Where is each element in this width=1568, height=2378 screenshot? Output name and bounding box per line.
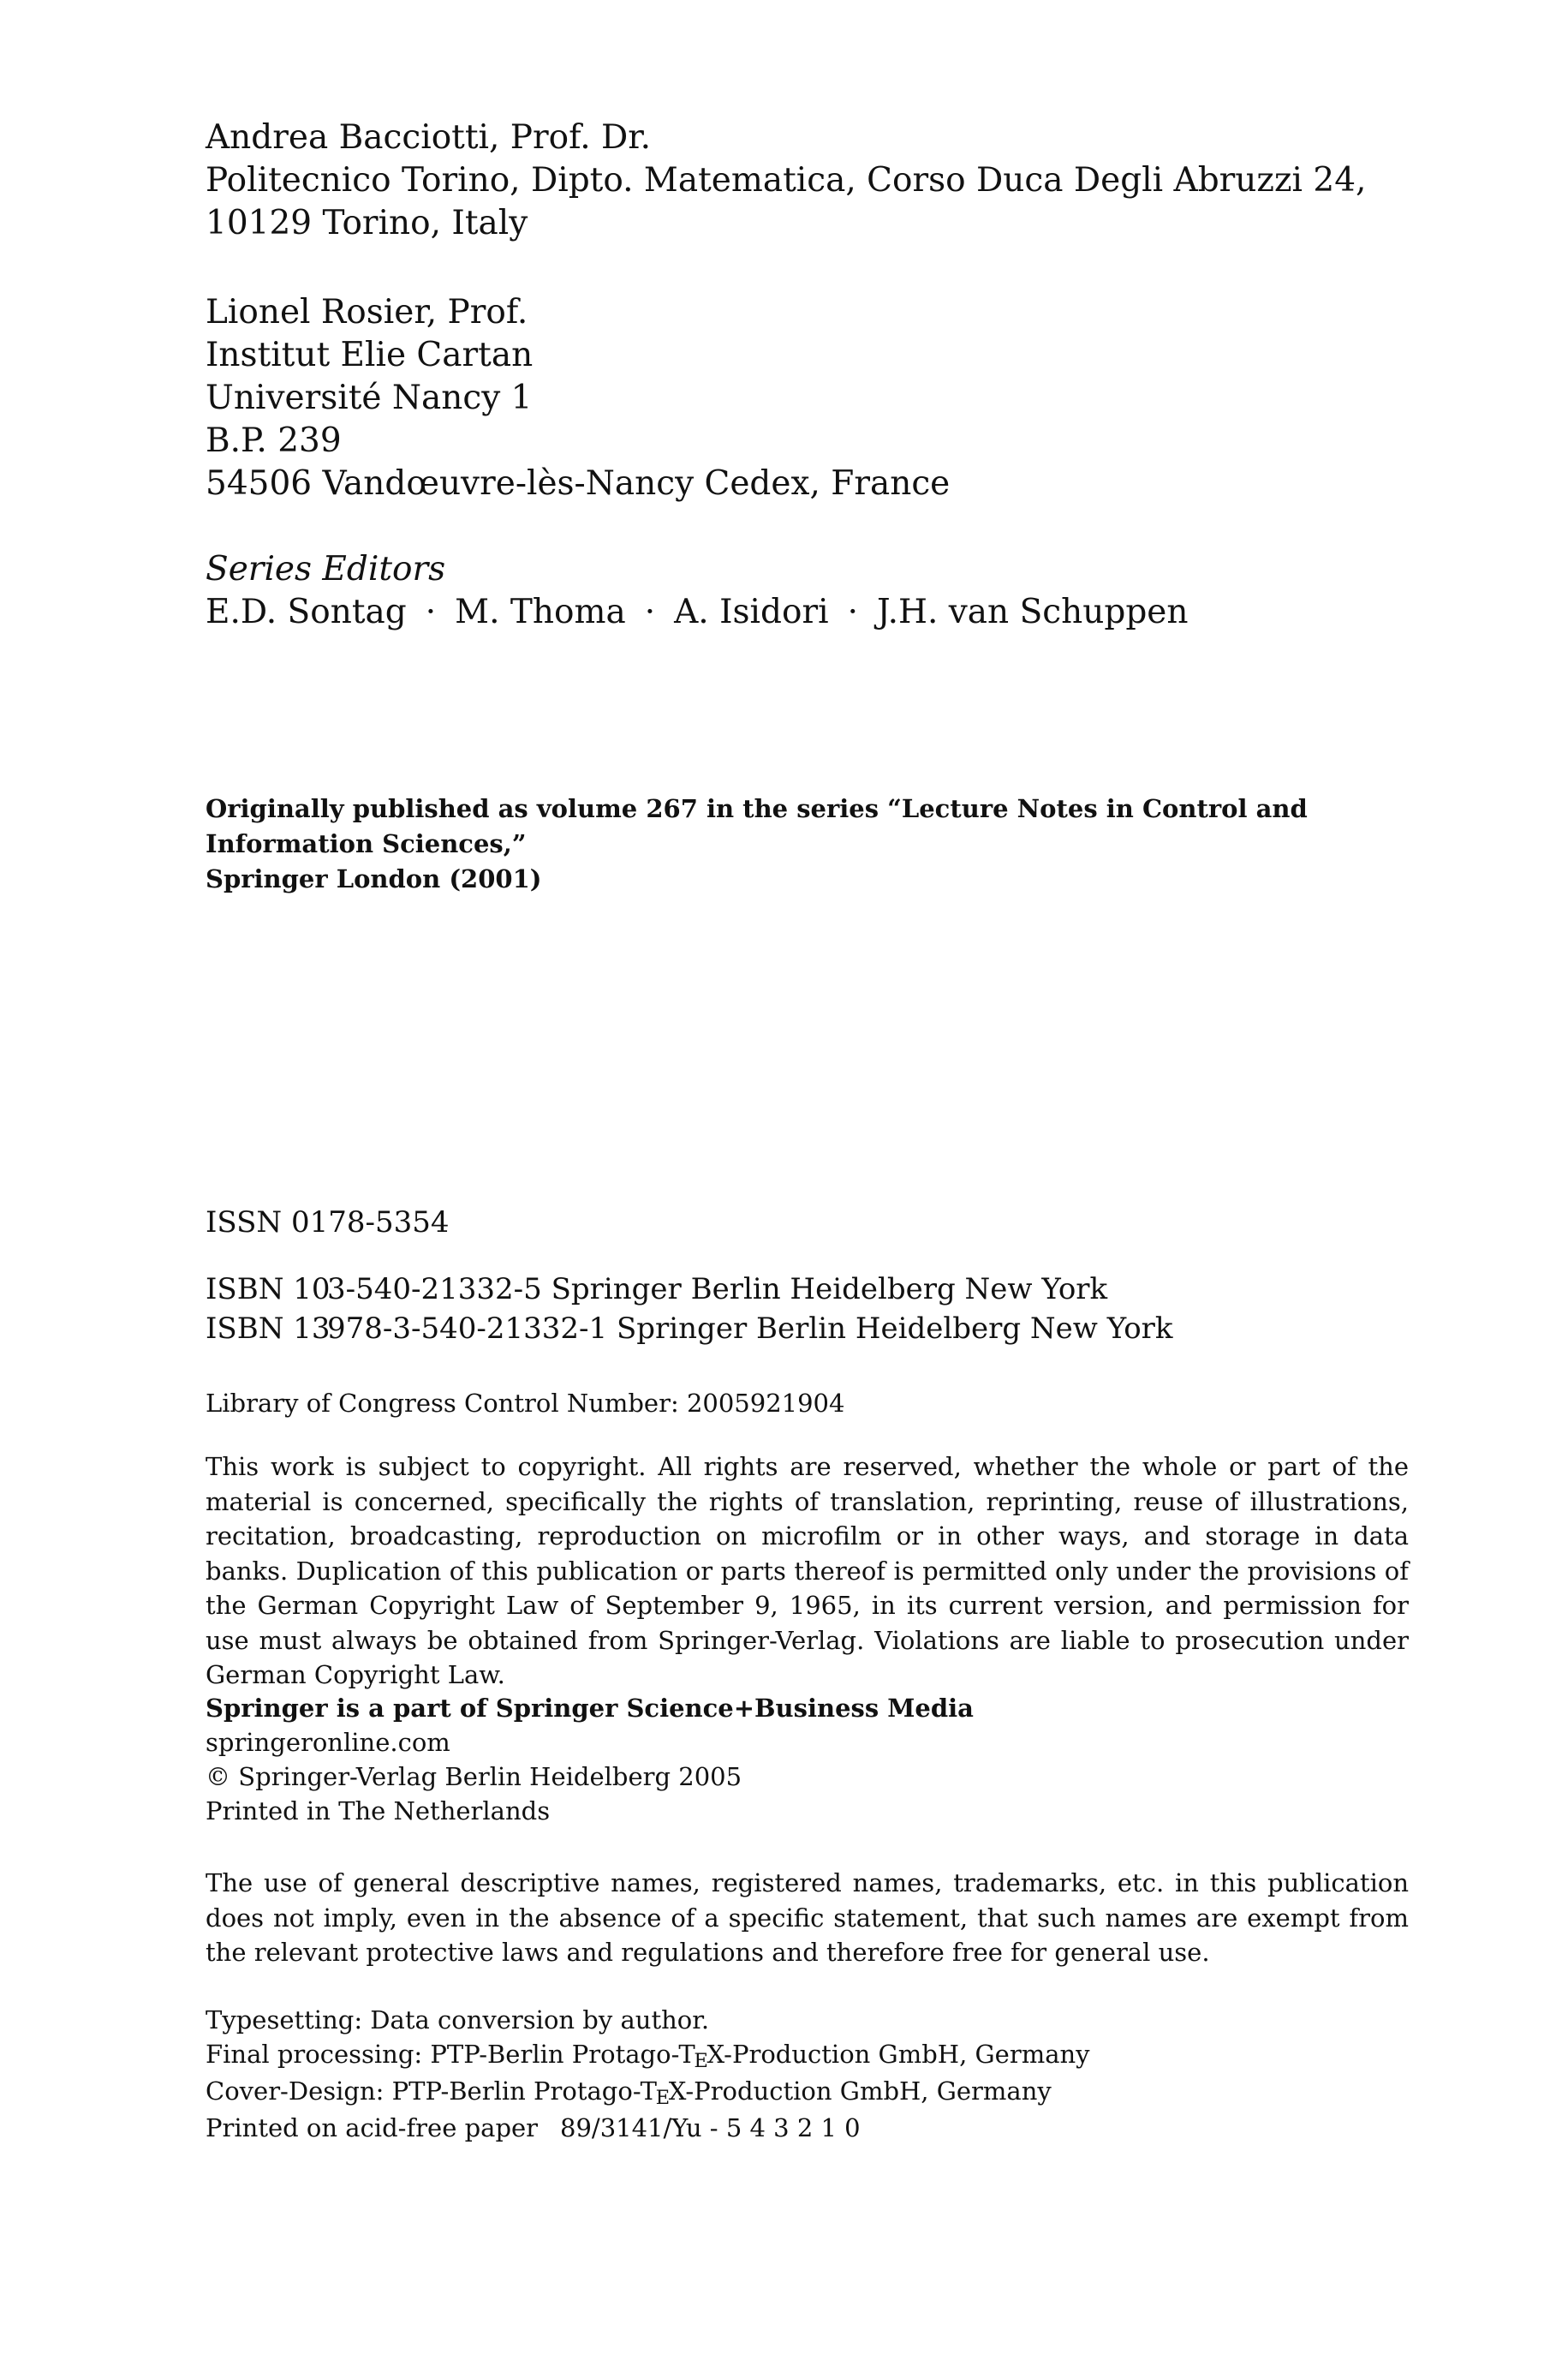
- author2-line2: Université Nancy 1: [206, 379, 533, 417]
- author2-line4: 54506 Vandœuvre-lès-Nancy Cedex, France: [206, 464, 951, 503]
- author1-block: [206, 117, 1366, 245]
- isbn10: [206, 1270, 1173, 1309]
- isbn13-value: 978-3-540-21332-1 Springer Berlin Heidelberg New York: [327, 1311, 1173, 1346]
- issn: ISSN 0178-5354: [206, 1205, 450, 1240]
- final-processing-prefix: Final processing: PTP-Berlin Protago-T: [206, 2040, 695, 2069]
- editor-separator: ·: [425, 593, 437, 631]
- original-publication-note: [206, 792, 1404, 897]
- author2-line1: Institut Elie Cartan: [206, 336, 534, 374]
- series-editors-list: [206, 591, 1189, 634]
- author2-block: [206, 291, 950, 505]
- isbn10-label: ISBN 10: [206, 1272, 331, 1306]
- publisher-statement: Springer is a part of Springer Science+Business Media: [206, 1694, 974, 1723]
- copyright-line: © Springer-Verlag Berlin Heidelberg 2005: [206, 1762, 742, 1791]
- printed-in: Printed in The Netherlands: [206, 1796, 551, 1825]
- library-of-congress-number: Library of Congress Control Number: 2005921904: [206, 1389, 845, 1418]
- paper-line: [206, 2111, 1090, 2145]
- series-editors-block: [206, 548, 1189, 634]
- author2-line3: B.P. 239: [206, 421, 342, 460]
- tex-logo-e: E: [694, 2049, 708, 2072]
- final-processing-suffix: X-Production GmbH, Germany: [706, 2040, 1090, 2069]
- typesetting-line: Typesetting: Data conversion by author.: [206, 2005, 710, 2034]
- editor-name: M. Thoma: [455, 593, 626, 631]
- copyright-notice: This work is subject to copyright. All rights are reserved, whether the whole or part of the material is concerned, specifically the rights of translation, reprinting, reuse of illustrations, recitation, broadcasting, reproduction on microfilm or in other ways, and storage in data banks. Duplication of this publication or parts thereof is permitted only under the provisions of the German Copyright Law of September 9, 1965, in its current version, and permission for use must always be obtained from Springer-Verlag. Violations are liable to prosecution under German Copyright Law.: [206, 1452, 1409, 1689]
- editor-separator: ·: [644, 593, 656, 631]
- publisher-block: [206, 1691, 974, 1828]
- author2-name: Lionel Rosier, Prof.: [206, 293, 528, 332]
- publisher-website: springeronline.com: [206, 1728, 450, 1757]
- author1-name: Andrea Bacciotti, Prof. Dr.: [206, 118, 652, 157]
- isbn13-label: ISBN 13: [206, 1311, 331, 1346]
- print-code: 89/3141/Yu - 5 4 3 2 1 0: [560, 2113, 861, 2142]
- editor-name: E.D. Sontag: [206, 593, 407, 631]
- series-editors-heading: Series Editors: [206, 550, 446, 589]
- original-publication-line1: Originally published as volume 267 in the series “Lecture Notes in Control and Information Sciences,”: [206, 794, 1308, 858]
- tex-logo-e: E: [655, 2086, 671, 2109]
- original-publication-line2: Springer London (2001): [206, 864, 542, 893]
- editor-separator: ·: [847, 593, 858, 631]
- author1-address-line1: Politecnico Torino, Dipto. Matematica, Corso Duca Degli Abruzzi 24,: [206, 161, 1367, 200]
- cover-design-suffix: X-Production GmbH, Germany: [668, 2076, 1052, 2106]
- cover-design-prefix: Cover-Design: PTP-Berlin Protago-T: [206, 2076, 657, 2106]
- isbn13: [206, 1309, 1173, 1348]
- editor-name: A. Isidori: [674, 593, 829, 631]
- isbn-block: [206, 1270, 1173, 1348]
- cover-design-line: [206, 2074, 1090, 2111]
- isbn10-value: 3-540-21332-5 Springer Berlin Heidelberg New York: [327, 1272, 1108, 1306]
- editor-name: J.H. van Schuppen: [876, 593, 1189, 631]
- trademark-notice: The use of general descriptive names, registered names, trademarks, etc. in this publication does not imply, even in the absence of a specific statement, that such names are exempt from the relevant protective laws and regulations and therefore free for general use.: [206, 1868, 1409, 1967]
- acid-free-paper: Printed on acid-free paper: [206, 2113, 539, 2142]
- author1-address-line2: 10129 Torino, Italy: [206, 204, 528, 242]
- final-processing-line: [206, 2037, 1090, 2074]
- production-block: [206, 2003, 1090, 2145]
